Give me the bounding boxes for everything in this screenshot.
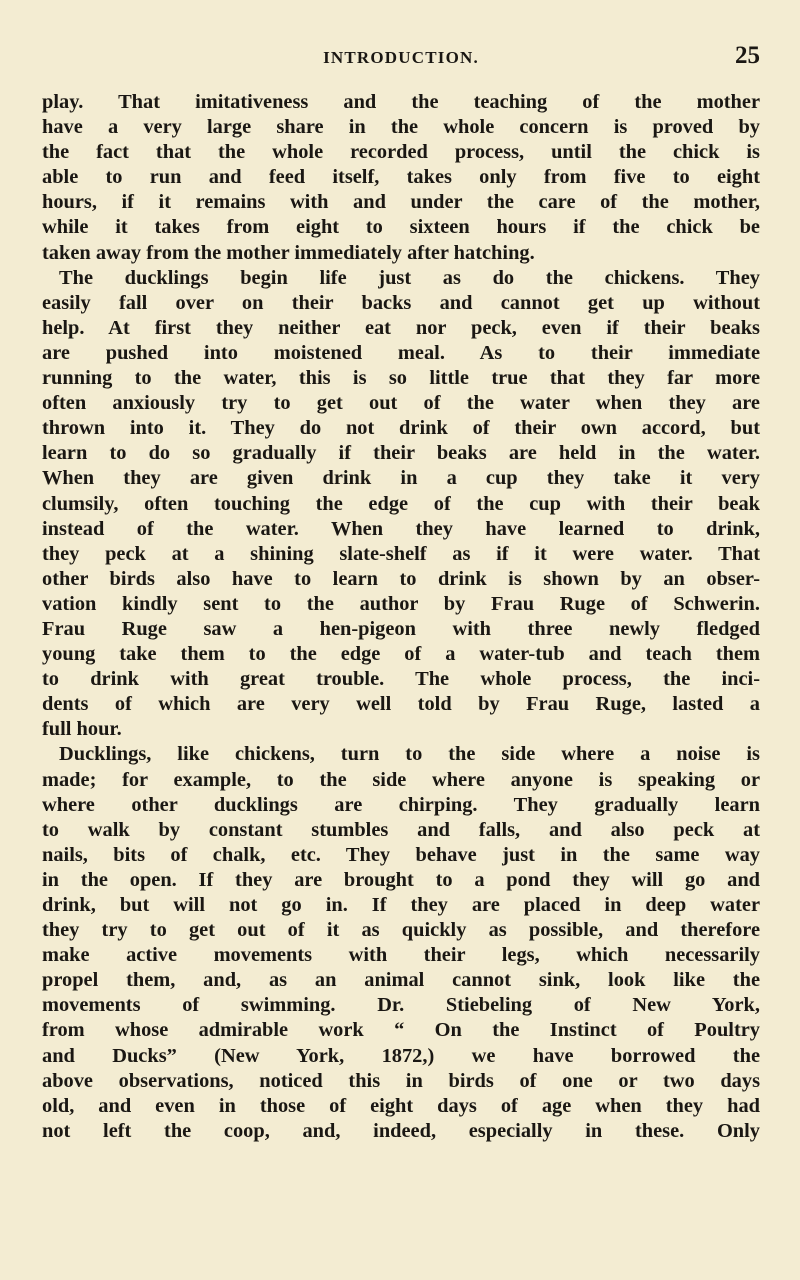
text-line: from whose admirable work “ On the Instinct of Poultry xyxy=(42,1019,760,1042)
text-line: When they are given drink in a cup they take it very xyxy=(42,467,760,490)
text-line: old, and even in those of eight days of age when they had xyxy=(42,1094,760,1117)
text-line: they peck at a shining slate-shelf as if it were water. That xyxy=(42,542,760,565)
text-line: dents of which are very well told by Frau Ruge, lasted a xyxy=(42,693,760,716)
text-line: not left the coop, and, indeed, especially in these. Only xyxy=(42,1119,760,1142)
text-line: movements of swimming. Dr. Stiebeling of New York, xyxy=(42,994,760,1017)
text-line: where other ducklings are chirping. They gradually learn xyxy=(42,793,760,816)
text-line: other birds also have to learn to drink is shown by an obser- xyxy=(42,567,760,590)
text-line: Frau Ruge saw a hen-pigeon with three newly fledged xyxy=(42,617,760,640)
text-line: able to run and feed itself, takes only from five to eight xyxy=(42,166,760,189)
page-number: 25 xyxy=(735,42,760,69)
text-line: Ducklings, like chickens, turn to the side where a noise is xyxy=(59,743,760,766)
text-line: and Ducks” (New York, 1872,) we have borrowed the xyxy=(42,1044,760,1067)
text-line: they try to get out of it as quickly as possible, and therefore xyxy=(42,919,760,942)
text-line: propel them, and, as an animal cannot sink, look like the xyxy=(42,969,760,992)
text-line: hours, if it remains with and under the care of the mother, xyxy=(42,191,760,214)
text-line: young take them to the edge of a water-tub and teach them xyxy=(42,643,760,666)
text-line: taken away from the mother immediately after hatching. xyxy=(42,241,535,264)
text-line: The ducklings begin life just as do the chickens. They xyxy=(59,266,760,289)
text-line: above observations, noticed this in birds of one or two days xyxy=(42,1069,760,1092)
text-line: easily fall over on their backs and cannot get up without xyxy=(42,291,760,314)
text-line: while it takes from eight to sixteen hours if the chick be xyxy=(42,216,760,239)
text-line: running to the water, this is so little true that they far more xyxy=(42,367,760,390)
text-line: instead of the water. When they have learned to drink, xyxy=(42,517,760,540)
text-line: clumsily, often touching the edge of the cup with their beak xyxy=(42,492,760,515)
text-line: play. That imitativeness and the teaching of the mother xyxy=(42,91,760,113)
text-line: the fact that the whole recorded process, until the chick is xyxy=(42,141,760,164)
text-line: nails, bits of chalk, etc. They behave just in the same way xyxy=(42,843,760,866)
text-line: thrown into it. They do not drink of their own accord, but xyxy=(42,417,760,440)
text-line: have a very large share in the whole concern is proved by xyxy=(42,116,760,139)
text-line: often anxiously try to get out of the water when they are xyxy=(42,392,760,415)
text-line: to walk by constant stumbles and falls, and also peck at xyxy=(42,818,760,841)
text-line: in the open. If they are brought to a pond they will go and xyxy=(42,868,760,891)
text-line: made; for example, to the side where anyone is speaking or xyxy=(42,768,760,791)
text-line: are pushed into moistened meal. As to their immediate xyxy=(42,341,760,364)
text-line: full hour. xyxy=(42,718,122,741)
text-line: help. At first they neither eat nor peck, even if their beaks xyxy=(42,316,760,339)
text-line: learn to do so gradually if their beaks are held in the water. xyxy=(42,442,760,465)
text-line: vation kindly sent to the author by Frau Ruge of Schwerin. xyxy=(42,592,760,615)
running-head xyxy=(42,42,760,76)
text-line: make active movements with their legs, which necessarily xyxy=(42,944,760,967)
body-text xyxy=(42,90,760,1144)
text-line: to drink with great trouble. The whole process, the inci- xyxy=(42,668,760,691)
text-line: drink, but will not go in. If they are placed in deep water xyxy=(42,894,760,916)
running-title: INTRODUCTION. xyxy=(323,48,479,67)
